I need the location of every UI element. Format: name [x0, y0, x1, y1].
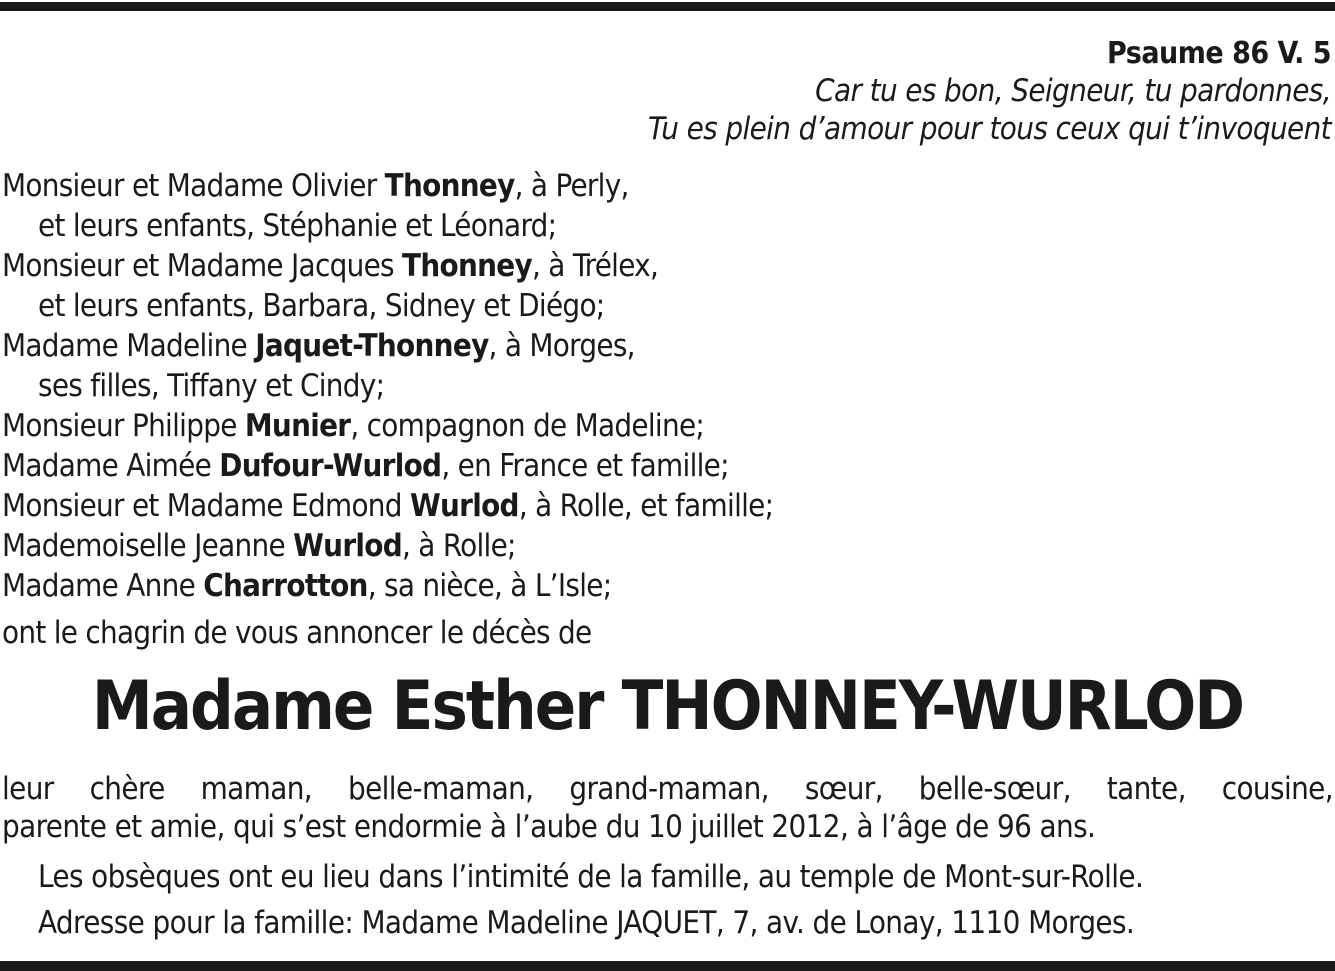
- family-line-text: Mademoiselle Jeanne: [2, 528, 294, 564]
- announcement-text: ont le chagrin de vous annoncer le décès de: [2, 615, 592, 651]
- family-line-suffix: , compagnon de Madeline;: [350, 408, 705, 444]
- family-member-line: [2, 326, 773, 366]
- family-member-line: [2, 486, 773, 526]
- family-member-line: [2, 566, 773, 606]
- family-line-text: Monsieur Philippe: [2, 408, 245, 444]
- family-member-line: [2, 166, 773, 206]
- bottom-border-rule: [0, 961, 1335, 971]
- family-surname: Jaquet-Thonney: [255, 328, 489, 364]
- psalm-reference: Psaume 86 V. 5: [1107, 36, 1331, 71]
- relation-word: maman,: [200, 771, 313, 807]
- family-member-line: [2, 406, 773, 446]
- relation-word: tante,: [1106, 771, 1186, 807]
- relation-word: belle-sœur,: [918, 771, 1071, 807]
- family-member-line: [2, 286, 773, 326]
- family-member-line: [2, 206, 773, 246]
- psalm-line-2: Tu es plein d’amour pour tous ceux qui t’invoquent: [647, 111, 1331, 147]
- relation-paragraph: [2, 770, 1333, 846]
- family-surname: Munier: [244, 408, 351, 444]
- relation-word: grand-maman,: [569, 771, 769, 807]
- relation-word: sœur,: [804, 771, 883, 807]
- family-line-suffix: , en France et famille;: [441, 448, 729, 484]
- family-line-text: Monsieur et Madame Edmond: [2, 488, 410, 524]
- relation-line-1: [2, 770, 1333, 808]
- relation-word: cousine,: [1221, 771, 1333, 807]
- family-line-suffix: , à Morges,: [488, 328, 635, 364]
- relation-word: chère: [89, 771, 165, 807]
- family-line-text: Monsieur et Madame Jacques: [2, 248, 403, 284]
- family-line-suffix: , à Perly,: [514, 168, 629, 204]
- family-surname: Thonney: [402, 248, 532, 284]
- family-line-suffix: , à Rolle, et famille;: [518, 488, 774, 524]
- family-member-line: [2, 246, 773, 286]
- family-list: [2, 166, 773, 606]
- family-address: Adresse pour la famille: Madame Madeline JAQUET, 7, av. de Lonay, 1110 Morges.: [38, 905, 1135, 941]
- family-member-line: [2, 526, 773, 566]
- family-surname: Wurlod: [409, 488, 519, 524]
- family-line-suffix: , à Trélex,: [532, 248, 659, 284]
- psalm-line-1: Car tu es bon, Seigneur, tu pardonnes,: [815, 73, 1331, 109]
- family-member-line: [2, 366, 773, 406]
- family-surname: Charrotton: [203, 568, 368, 604]
- family-line-text: et leurs enfants, Barbara, Sidney et Diégo;: [38, 288, 605, 324]
- family-line-suffix: , sa nièce, à L’Isle;: [367, 568, 612, 604]
- family-line-text: et leurs enfants, Stéphanie et Léonard;: [38, 208, 557, 244]
- psalm-quote: [648, 36, 1331, 148]
- relation-word: leur: [2, 771, 54, 807]
- deceased-name: Madame Esther THONNEY-WURLOD: [91, 667, 1244, 746]
- family-line-text: Madame Anne: [2, 568, 204, 604]
- family-line-text: Madame Madeline: [2, 328, 256, 364]
- family-line-suffix: , à Rolle;: [401, 528, 516, 564]
- top-border-rule: [0, 2, 1335, 11]
- family-line-text: ses filles, Tiffany et Cindy;: [38, 368, 385, 404]
- funeral-note: Les obsèques ont eu lieu dans l’intimité de la famille, au temple de Mont-sur-Rolle.: [38, 859, 1144, 895]
- family-line-text: Madame Aimée: [2, 448, 220, 484]
- relation-word: belle-maman,: [347, 771, 534, 807]
- family-member-line: [2, 446, 773, 486]
- relation-line-2: parente et amie, qui s’est endormie à l’aube du 10 juillet 2012, à l’âge de 96 ans.: [2, 809, 1096, 845]
- family-line-text: Monsieur et Madame Olivier: [2, 168, 385, 204]
- family-surname: Wurlod: [293, 528, 402, 564]
- family-surname: Dufour-Wurlod: [219, 448, 442, 484]
- family-surname: Thonney: [384, 168, 515, 204]
